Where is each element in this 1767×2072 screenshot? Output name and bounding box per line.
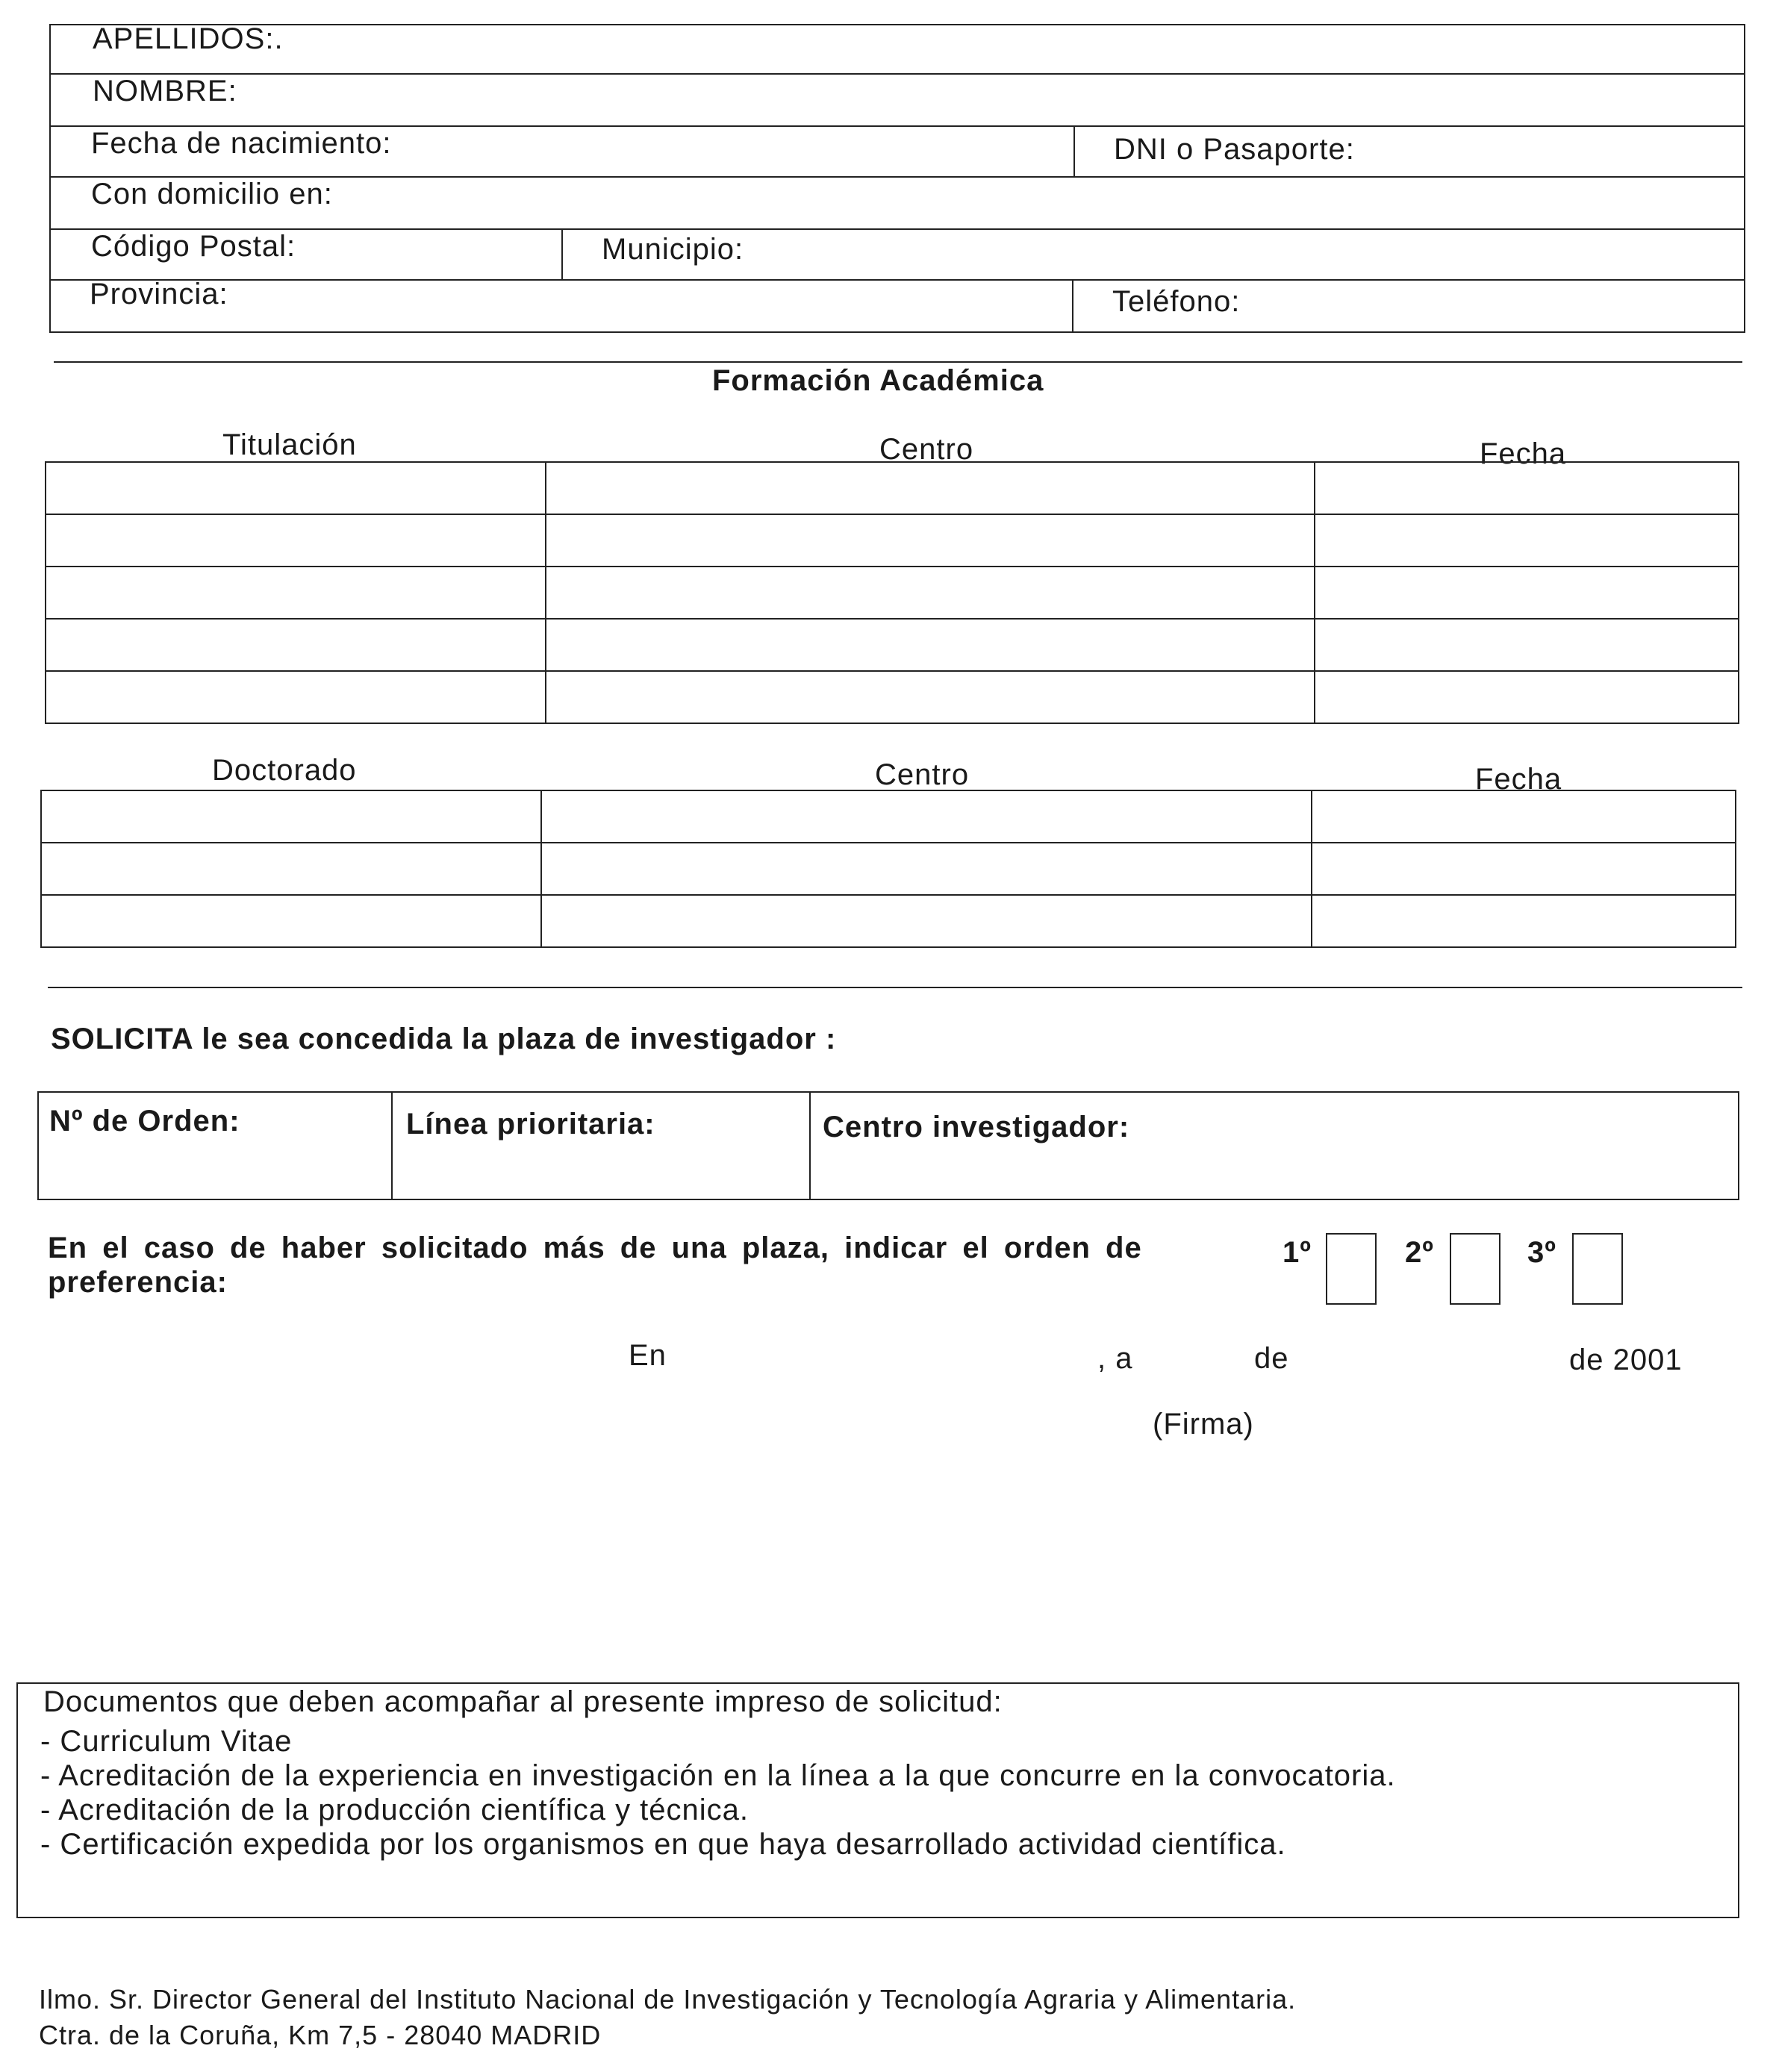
centro-cell[interactable] [546,514,1315,567]
linea-label: Línea prioritaria: [406,1108,655,1140]
pref-1-checkbox[interactable] [1326,1233,1377,1305]
titulacion-cell[interactable] [46,619,546,671]
titulacion-cell[interactable] [46,671,546,723]
codigo-postal-label: Código Postal: [91,230,296,263]
doctorado-header: Doctorado [212,754,357,787]
table-row [41,895,1736,947]
pref-2-label: 2º [1405,1236,1434,1269]
divider [49,228,1745,230]
dni-field[interactable] [1403,130,1732,172]
centro-cell[interactable] [546,671,1315,723]
centro-cell[interactable] [546,462,1315,514]
footer-address-line-2: Ctra. de la Coruña, Km 7,5 - 28040 MADRID [39,2020,602,2050]
divider [809,1091,811,1200]
apellidos-field[interactable] [358,27,1732,69]
fecha-cell[interactable] [1315,514,1739,567]
provincia-label: Provincia: [90,278,228,311]
lugar-en-label: En [629,1339,667,1372]
dia-label: , a [1097,1342,1133,1375]
fecha-cell[interactable] [1315,671,1739,723]
footer-address-line-1: Ilmo. Sr. Director General del Instituto Nacional de Investigación y Tecnología Agraria y Alimentaria. [39,1984,1297,2015]
pref-3-checkbox[interactable] [1572,1233,1623,1305]
firma-label: (Firma) [1153,1408,1254,1441]
doctorado-cell[interactable] [41,790,541,843]
centro-header: Centro [879,433,974,466]
telefono-label: Teléfono: [1112,285,1241,318]
section-separator [48,987,1742,988]
doctorado-fecha-header: Fecha [1475,763,1562,796]
doctorado-centro-header: Centro [875,758,970,791]
municipio-field[interactable] [769,233,1732,275]
fecha-cell[interactable] [1312,895,1736,947]
formacion-title: Formación Académica [712,364,1044,397]
nombre-field[interactable] [314,78,1732,119]
divider [1072,279,1073,333]
titulacion-header: Titulación [222,428,357,461]
formacion-table [45,461,1739,724]
fecha-header: Fecha [1480,437,1567,470]
mes-label: de [1254,1342,1289,1375]
fecha-cell[interactable] [1312,843,1736,895]
divider [49,73,1745,75]
orden-field[interactable] [45,1146,385,1194]
table-row [46,619,1739,671]
centro-cell[interactable] [546,567,1315,619]
year-label: de 2001 [1569,1344,1683,1376]
fecha-cell[interactable] [1315,462,1739,514]
list-item: - Curriculum Vitae [40,1725,293,1758]
fecha-nacimiento-label: Fecha de nacimiento: [91,127,392,160]
lugar-field[interactable] [687,1336,1090,1378]
divider [1073,125,1075,176]
section-separator [54,361,1742,363]
dia-field[interactable] [1150,1336,1247,1378]
preferencia-text: En el caso de haber solicitado más de una plaza, indicar el orden de [48,1232,1142,1264]
divider [391,1091,393,1200]
telefono-field[interactable] [1284,284,1732,325]
list-item: - Acreditación de la producción científica y técnica. [40,1794,750,1826]
fecha-cell[interactable] [1315,567,1739,619]
centro-investigador-label: Centro investigador: [823,1111,1130,1143]
codigo-postal-field[interactable] [328,233,552,275]
orden-label: Nº de Orden: [49,1105,240,1138]
solicita-text: SOLICITA le sea concedida la plaza de investigador : [51,1023,837,1055]
list-item: - Certificación expedida por los organismos en que haya desarrollado actividad científica. [40,1828,1286,1861]
divider [49,279,1745,281]
provincia-field[interactable] [254,284,1060,325]
titulacion-cell[interactable] [46,567,546,619]
signature-area[interactable] [1030,1455,1478,1620]
centro-cell[interactable] [546,619,1315,671]
documentos-list [40,1724,1727,1862]
doctorado-cell[interactable] [41,895,541,947]
table-row [46,671,1739,723]
divider [561,228,563,279]
centro-cell[interactable] [541,895,1312,947]
centro-cell[interactable] [541,790,1312,843]
fecha-cell[interactable] [1315,619,1739,671]
preferencia-text-2: preferencia: [48,1266,228,1299]
domicilio-field[interactable] [388,181,1732,222]
fecha-nacimiento-field[interactable] [448,130,1060,172]
pref-2-checkbox[interactable] [1450,1233,1500,1305]
fecha-cell[interactable] [1312,790,1736,843]
dni-label: DNI o Pasaporte: [1114,133,1355,166]
table-row [46,514,1739,567]
pref-1-label: 1º [1283,1236,1312,1269]
linea-field[interactable] [399,1146,802,1194]
mes-field[interactable] [1306,1336,1560,1378]
apellidos-field-label: APELLIDOS:. [93,22,284,55]
centro-cell[interactable] [541,843,1312,895]
table-row [41,843,1736,895]
table-row [46,462,1739,514]
municipio-label: Municipio: [602,233,744,266]
domicilio-label: Con domicilio en: [91,178,333,210]
table-row [41,790,1736,843]
documentos-title: Documentos que deben acompañar al presente impreso de solicitud: [43,1685,1003,1718]
centro-investigador-field[interactable] [817,1149,1733,1194]
doctorado-cell[interactable] [41,843,541,895]
titulacion-cell[interactable] [46,462,546,514]
titulacion-cell[interactable] [46,514,546,567]
table-row [46,567,1739,619]
nombre-field-label: NOMBRE: [93,75,237,107]
list-item: - Acreditación de la experiencia en investigación en la línea a la que concurre en la convocatoria. [40,1759,1396,1792]
doctorado-table [40,790,1736,948]
pref-3-label: 3º [1527,1236,1556,1269]
